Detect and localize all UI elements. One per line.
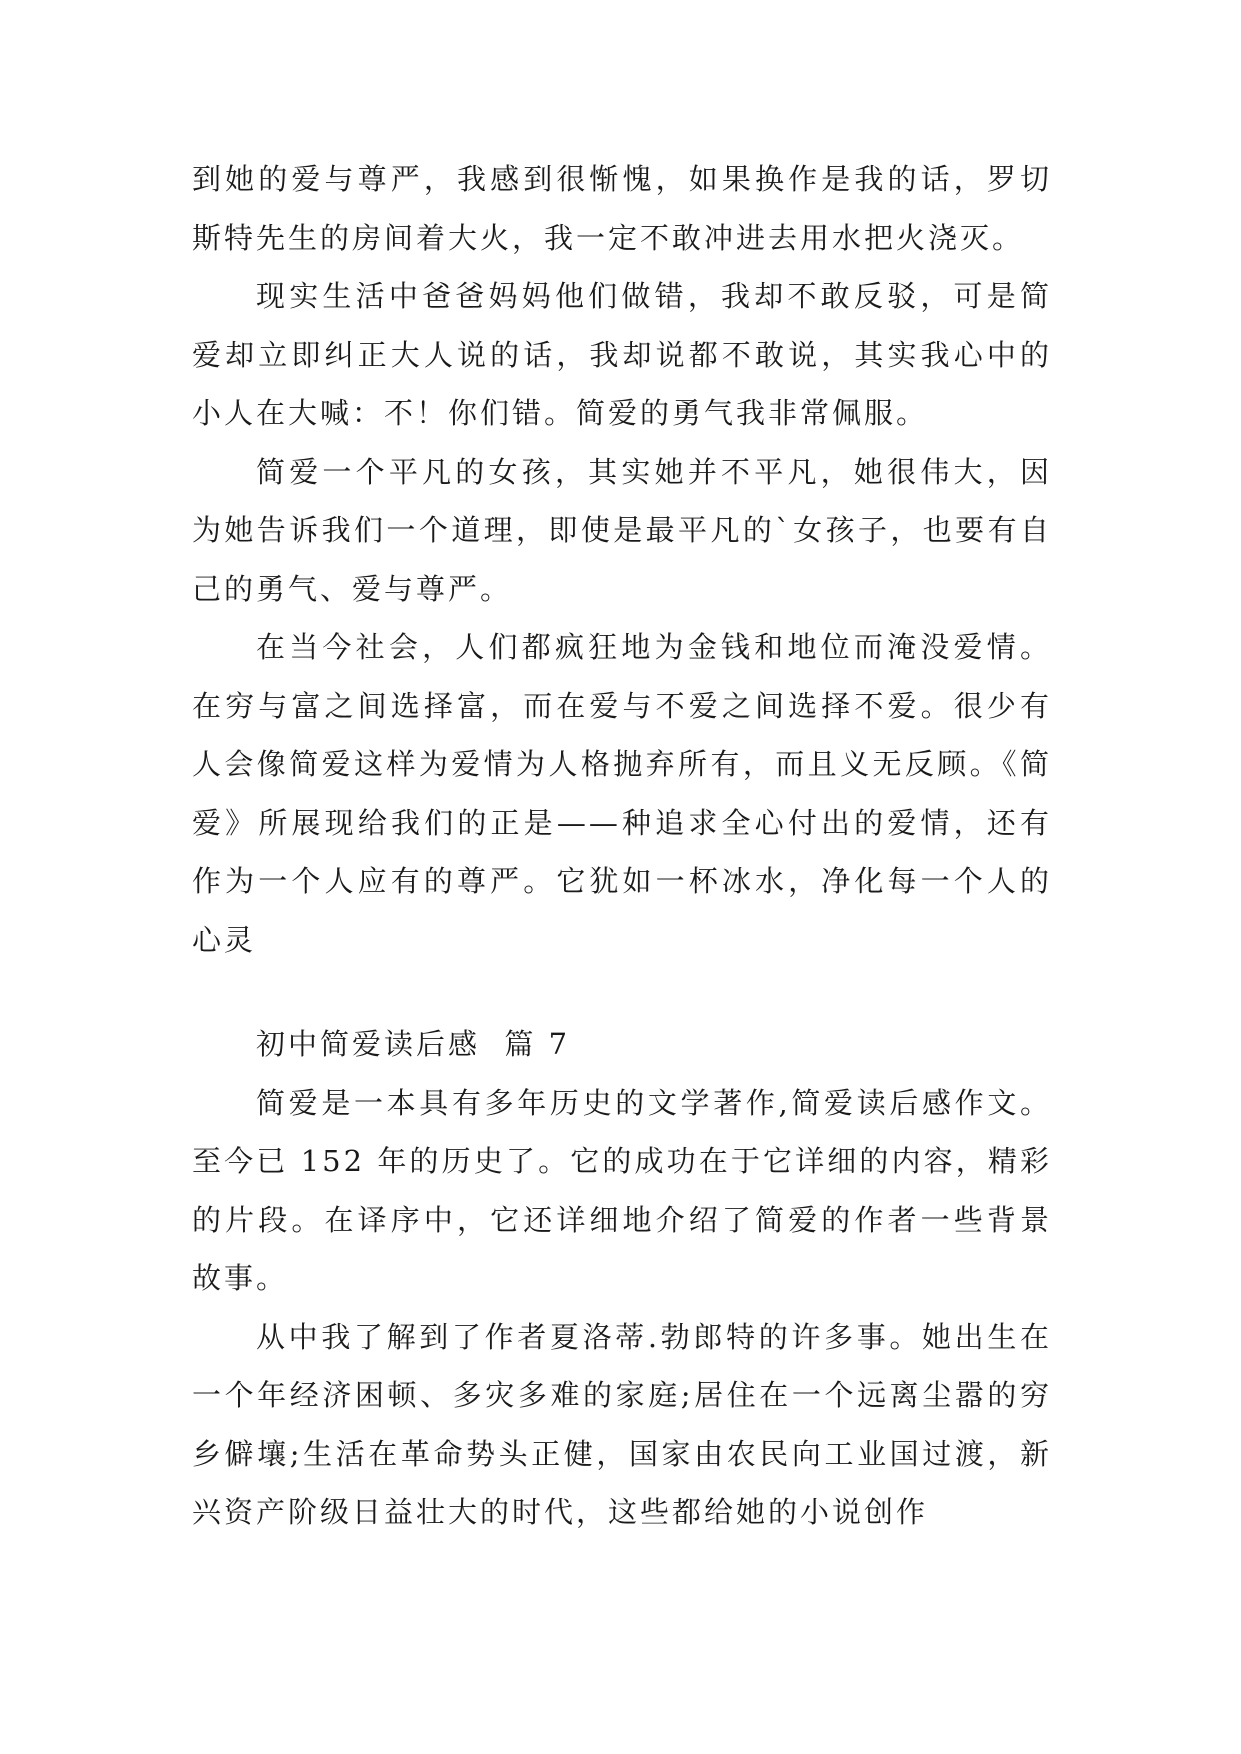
paragraph: 现实生活中爸爸妈妈他们做错，我却不敢反驳，可是简爱却立即纠正大人说的话，我却说都不敢说，其实我心中的小人在大喊：不！你们错。简爱的勇气我非常佩服。	[192, 279, 1052, 430]
paragraph: 简爱一个平凡的女孩，其实她并不平凡，她很伟大，因为她告诉我们一个道理，即使是最平凡的`女孩子，也要有自己的勇气、爱与尊严。	[192, 454, 1052, 606]
paragraph: 在当今社会，人们都疯狂地为金钱和地位而淹没爱情。在穷与富之间选择富，而在爱与不爱之间选择不爱。很少有人会像简爱这样为爱情为人格抛弃所有，而且义无反顾。《简爱》所展现给我们的正是——种追求全心付出的爱情，还有作为一个人应有的尊严。它犹如一杯冰水，净化每一个人的心灵	[192, 630, 1052, 957]
document-page	[192, 150, 1052, 1542]
paragraph-continuation: 到她的爱与尊严，我感到很惭愧，如果换作是我的话，罗切斯特先生的房间着大火，我一定不敢冲进去用水把火浇灭。	[192, 162, 1052, 255]
paragraph: 从中我了解到了作者夏洛蒂.勃郎特的许多事。她出生在一个年经济困顿、多灾多难的家庭;居住在一个远离尘嚣的穷乡僻壤;生活在革命势头正健，国家由农民向工业国过渡，新兴资产阶级日益壮大的时代，这些都给她的小说创作	[192, 1319, 1052, 1529]
section-heading: 初中简爱读后感 篇 7	[256, 1027, 571, 1061]
paragraph: 简爱是一本具有多年历史的文学著作,简爱读后感作文。至今已 152 年的历史了。它的成功在于它详细的内容，精彩的片段。在译序中，它还详细地介绍了简爱的作者一些背景故事。	[192, 1085, 1052, 1295]
